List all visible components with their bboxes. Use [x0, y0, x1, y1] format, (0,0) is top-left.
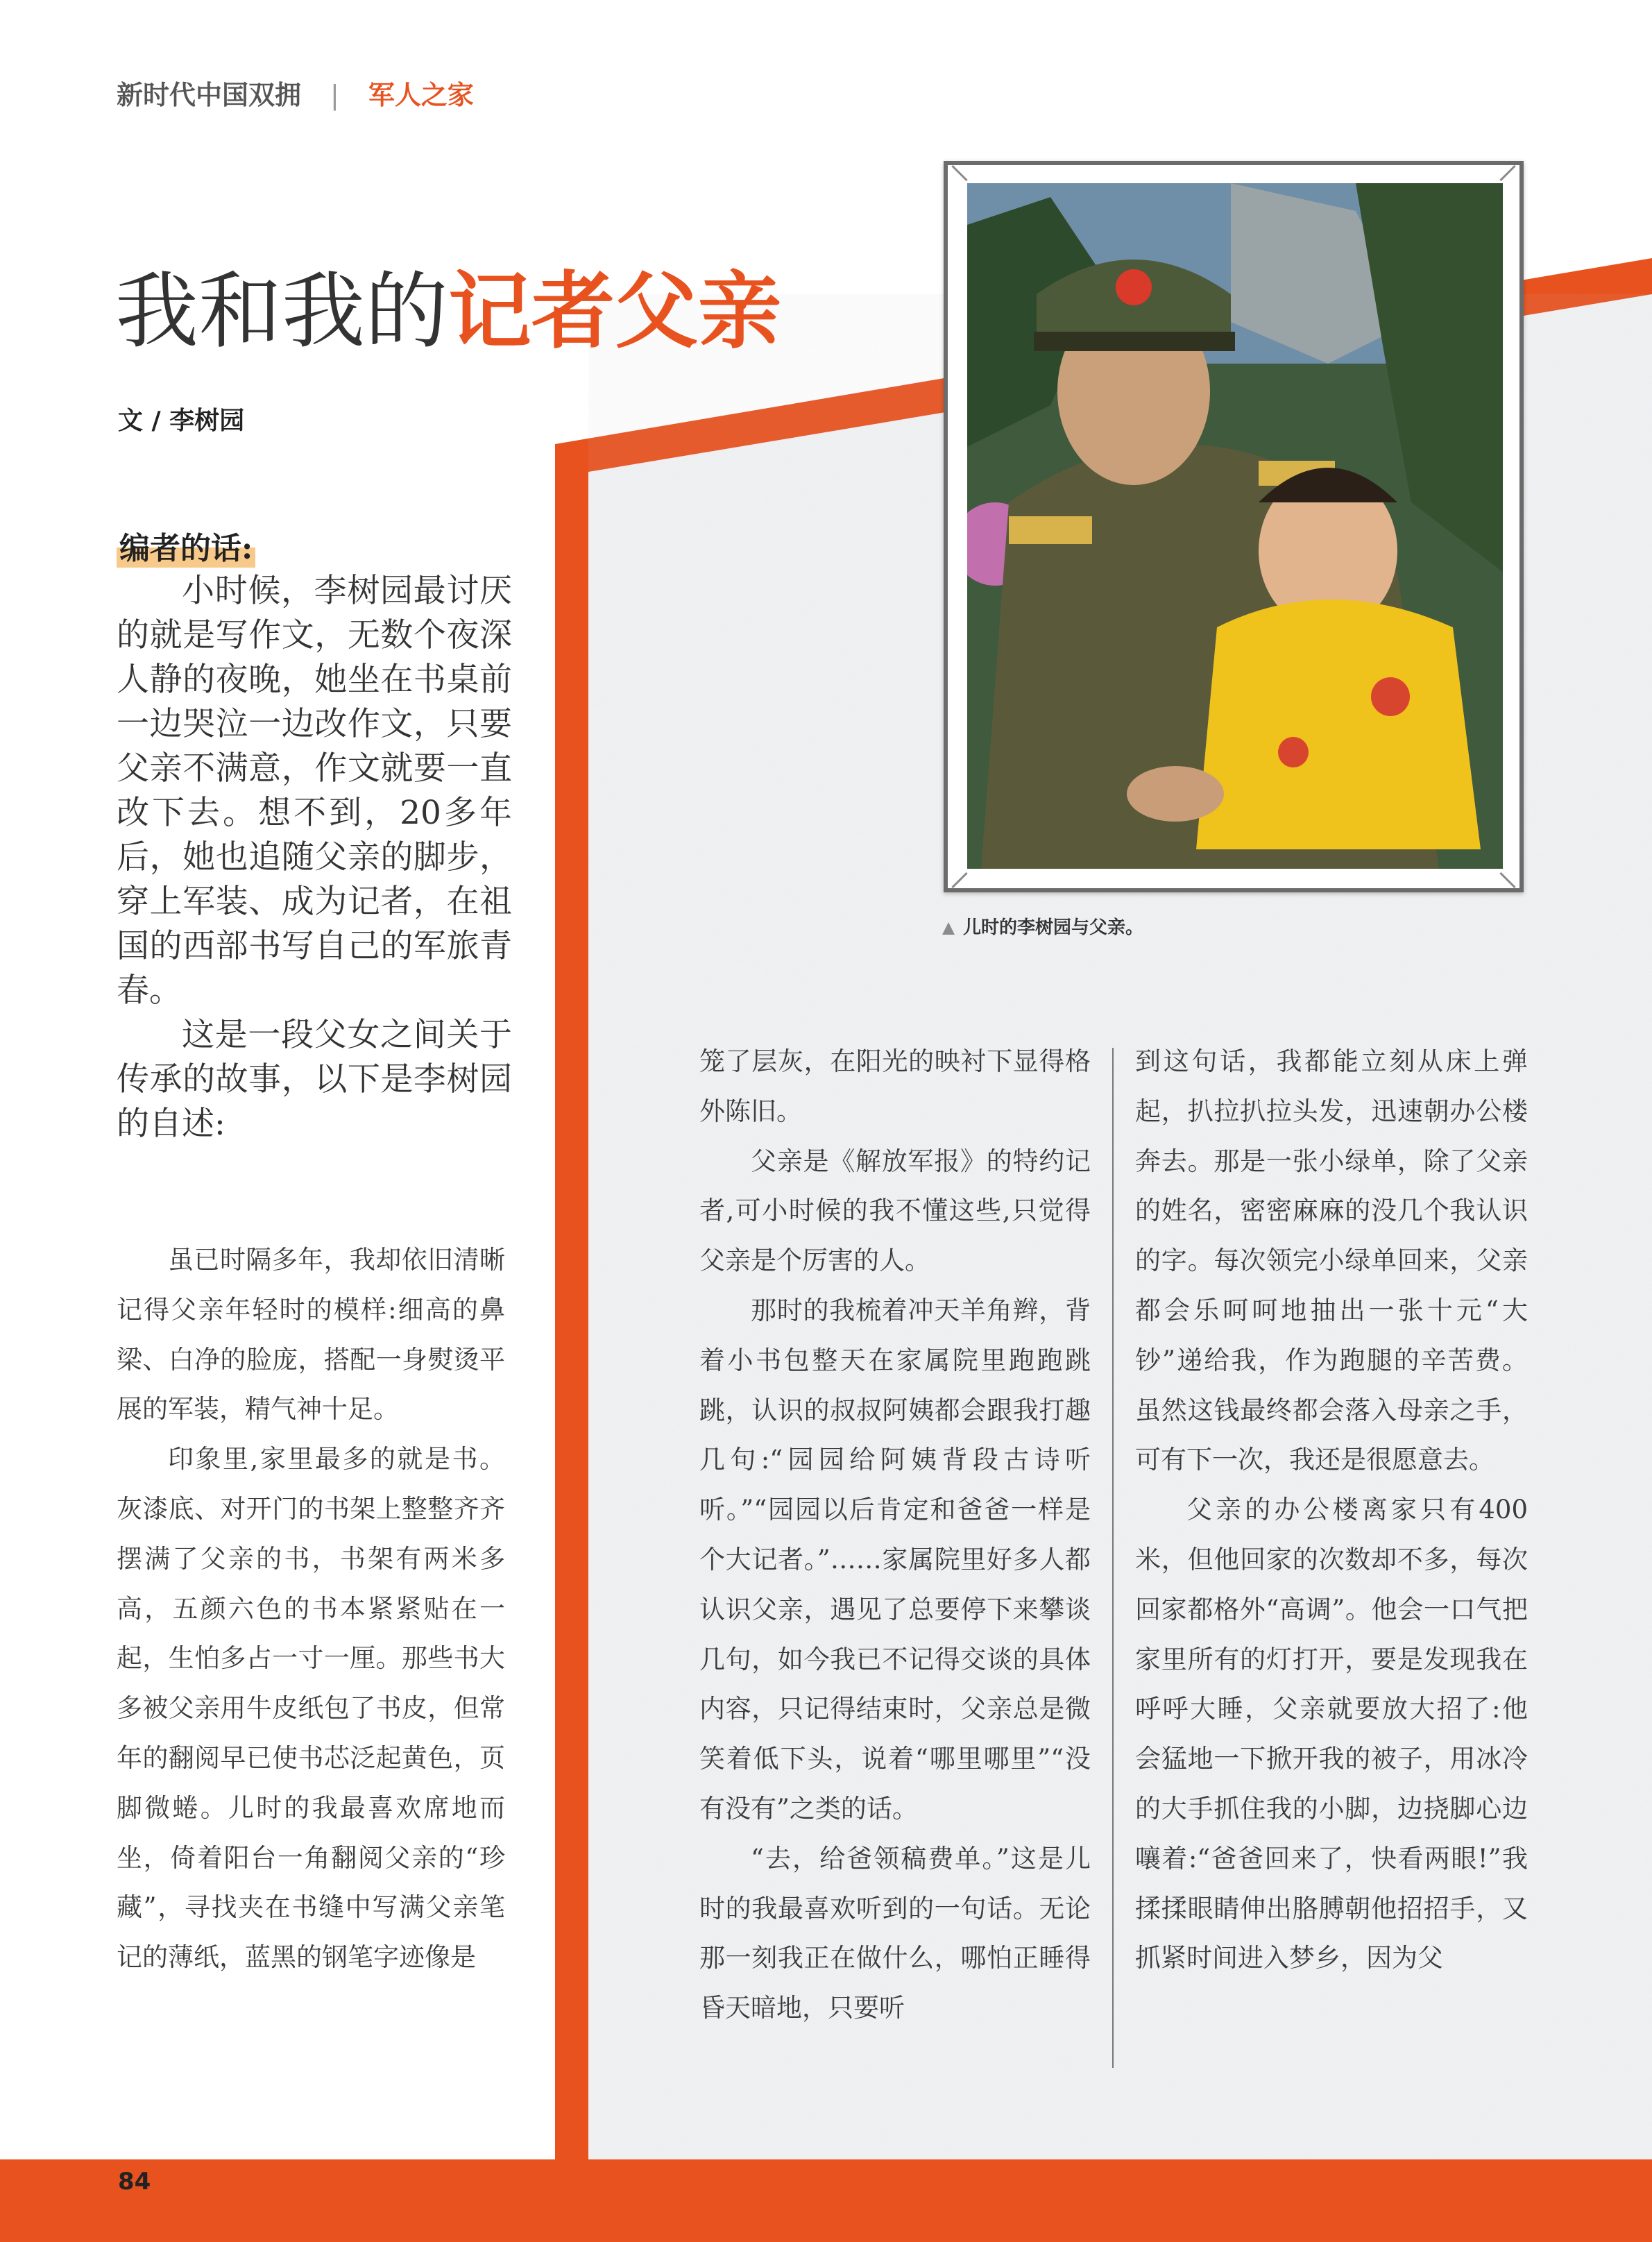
running-header: [117, 74, 474, 112]
column-divider: [1112, 1048, 1114, 2068]
article-paragraph: 虽已时隔多年，我却依旧清晰记得父亲年轻时的模样:细高的鼻梁、白净的脸庞，搭配一身熨烫平展的军装，精气神十足。: [117, 1245, 505, 1425]
article-column-2: [699, 1037, 1091, 2033]
editor-note-paragraph: 这是一段父女之间关于传承的故事，以下是李树园的自述:: [117, 1016, 512, 1143]
header-separator: |: [330, 80, 339, 110]
editor-note-paragraph: 小时候，李树园最讨厌的就是写作文，无数个夜深人静的夜晚，她坐在书桌前一边哭泣一边改作文，只要父亲不满意，作文就要一直改下去。想不到，20多年后，她也追随父亲的脚步，穿上军装、成为记者，在祖国的西部书写自己的军旅青春。: [117, 572, 512, 1010]
article-paragraph: “去，给爸领稿费单。”这是儿时的我最喜欢听到的一句话。无论那一刻我正在做什么，哪怕正睡得昏天暗地，只要听: [699, 1843, 1091, 2023]
article-column-3: [1135, 1037, 1528, 1983]
title-accent: 记者父亲: [448, 264, 781, 360]
article-title: [115, 264, 781, 361]
article-paragraph: 父亲的办公楼离家只有400米，但他回家的次数却不多，每次回家都格外“高调”。他会一口气把家里所有的灯打开，要是发现我在呼呼大睡，父亲就要放大招了:他会猛地一下掀开我的被子，用冰冷的大手抓住我的小脚，边挠脚心边嚷着:“爸爸回来了，快看两眼!”我揉揉眼睛伸出胳膊朝他招招手，又抓紧时间进入梦乡，因为父: [1135, 1495, 1528, 1973]
caption-text: 儿时的李树园与父亲。: [963, 917, 1144, 938]
article-paragraph: 印象里,家里最多的就是书。灰漆底、对开门的书架上整整齐齐摆满了父亲的书，书架有两米多高，五颜六色的书本紧紧贴在一起，生怕多占一寸一厘。那些书大多被父亲用牛皮纸包了书皮，但常年的翻阅早已使书芯泛起黄色，页脚微蜷。儿时的我最喜欢席地而坐，倚着阳台一角翻阅父亲的“珍藏”，寻找夹在书缝中写满父亲笔记的薄纸，蓝黑的钢笔字迹像是: [117, 1444, 505, 1973]
publication-name: 新时代中国双拥: [117, 80, 302, 110]
title-plain: 我和我的: [115, 264, 448, 360]
section-name: 军人之家: [368, 80, 474, 110]
article-paragraph-continued: 笼了层灰，在阳光的映衬下显得格外陈旧。: [699, 1046, 1091, 1126]
article-paragraph: 那时的我梳着冲天羊角辫，背着小书包整天在家属院里跑跑跳跳，认识的叔叔阿姨都会跟我打趣几句:“园园给阿姨背段古诗听听。”“园园以后肯定和爸爸一样是个大记者。”……家属院里好多人都认识父亲，遇见了总要停下来攀谈几句，如今我已不记得交谈的具体内容，只记得结束时，父亲总是微笑着低下头，说着“哪里哪里”“没有没有”之类的话。: [699, 1295, 1091, 1824]
byline: 文 / 李树园: [118, 407, 245, 435]
editor-note-heading: 编者的话:: [117, 523, 255, 568]
article-column-1: [117, 1235, 505, 1982]
article-paragraph: 父亲是《解放军报》的特约记者,可小时候的我不懂这些,只觉得父亲是个厉害的人。: [699, 1146, 1091, 1276]
family-photo: [967, 183, 1503, 869]
page-number: 84: [118, 2168, 151, 2196]
editor-note: [117, 569, 512, 1146]
caption-marker-icon: [942, 922, 955, 935]
photo-caption: [942, 913, 1143, 939]
article-paragraph-continued: 到这句话，我都能立刻从床上弹起，扒拉扒拉头发，迅速朝办公楼奔去。那是一张小绿单，除了父亲的姓名，密密麻麻的没几个我认识的字。每次领完小绿单回来，父亲都会乐呵呵地抽出一张十元“大钞”递给我，作为跑腿的辛苦费。虽然这钱最终都会落入母亲之手，可有下一次，我还是很愿意去。: [1135, 1046, 1528, 1475]
